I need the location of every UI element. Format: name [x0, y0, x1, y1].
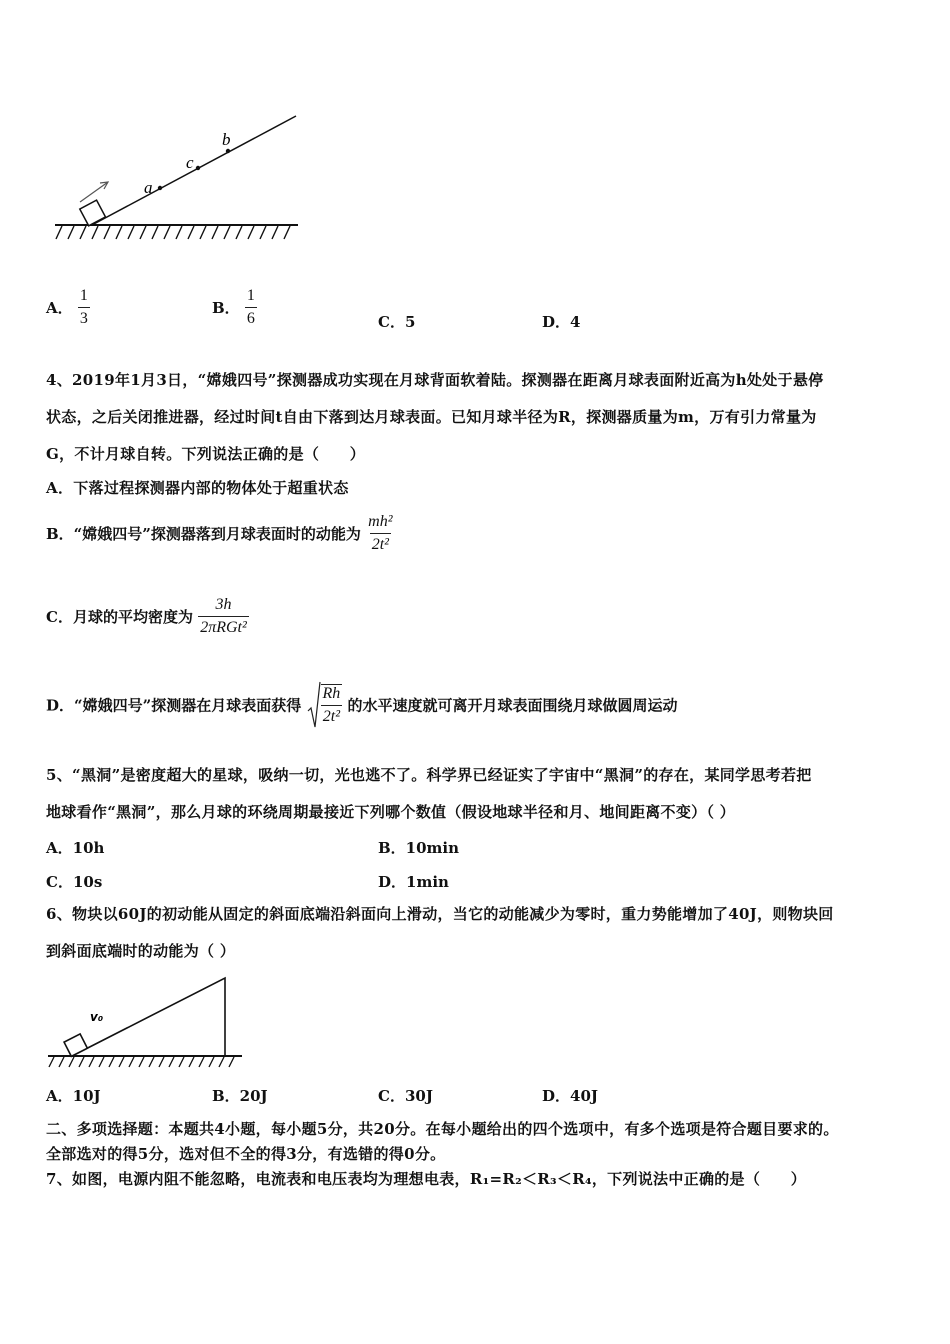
q4-line-3: G，不计月球自转。下列说法正确的是（ ） — [46, 445, 366, 463]
q3-option-b: B． $\frac{1}{6}$ — [212, 287, 255, 327]
ground-hatching — [56, 226, 290, 239]
q6-line-2: 到斜面底端时的动能为（ ） — [46, 942, 236, 960]
q4-line-2: 状态，之后关闭推进器，经过时间t自由下落到达月球表面。已知月球半径为R，探测器质量为m，万有引力常量为 — [46, 408, 817, 426]
fraction: $\frac{1}{6}$ — [246, 287, 255, 327]
q3-option-c: C．5 — [378, 313, 416, 331]
label-b: b — [222, 130, 231, 149]
fraction: $\frac{3h}{\text{2πRGt²}}$ — [200, 596, 247, 636]
q4-line-1: 4、2019年1月3日，“嫦娥四号”探测器成功实现在月球背面软着陆。探测器在距离月球表面附近高为h处处于悬停 — [46, 371, 824, 389]
block — [64, 1034, 87, 1056]
point-b — [226, 149, 230, 153]
radical-sign-icon — [307, 681, 321, 729]
section2-heading-line-2: 全部选对的得5分，选对但不全的得3分，有选错的得0分。 — [46, 1145, 446, 1163]
fraction: $\frac{1}{3}$ — [79, 287, 88, 327]
square-root — [307, 681, 343, 729]
incline-figure-1 — [50, 110, 310, 245]
arrow-icon — [80, 182, 108, 202]
q4-option-b: B．“嫦娥四号”探测器落到月球表面时的动能为 $\frac{\text{mh²}}{\text{2t²}}$ — [46, 513, 393, 553]
q5-line-2: 地球看作“黑洞”，那么月球的环绕周期最接近下列哪个数值（假设地球半径和月、地间距离不变）（ ） — [46, 803, 736, 821]
q5-option-b: B．10min — [378, 839, 460, 857]
incline-line — [92, 116, 296, 225]
ground-hatching — [49, 1057, 234, 1067]
q5-option-c: C．10s — [46, 873, 103, 891]
q5-option-d: D．1min — [378, 873, 449, 891]
point-c — [196, 166, 200, 170]
incline-figure-2 — [44, 972, 249, 1072]
block — [80, 200, 106, 226]
q3-option-a: A． $\frac{1}{3}$ — [46, 287, 88, 327]
label-a: a — [144, 178, 153, 197]
q4-option-c: C．月球的平均密度为 $\frac{3h}{\text{2πRGt²}}$ — [46, 596, 247, 636]
q5-option-a: A．10h — [46, 839, 105, 857]
q6-option-c: C．30J — [378, 1087, 433, 1105]
fraction: $\frac{\text{mh²}}{\text{2t²}}$ — [368, 513, 393, 553]
q4-option-d: D．“嫦娥四号”探测器在月球表面获得 $\frac{Rh}{\text{2t²}}$ 的水平速度就可离开月球表面围绕月球做圆周运动 — [46, 681, 678, 729]
q5-line-1: 5、“黑洞”是密度超大的星球，吸纳一切，光也逃不了。科学界已经证实了宇宙中“黑洞”的存在，某同学思考若把 — [46, 766, 812, 784]
q6-option-d: D．40J — [542, 1087, 598, 1105]
q6-option-a: A．10J — [46, 1087, 101, 1105]
section2-heading-line-1: 二、多项选择题：本题共4小题，每小题5分，共20分。在每小题给出的四个选项中，有多个选项是符合题目要求的。 — [46, 1120, 839, 1138]
q6-line-1: 6、物块以60J的初动能从固定的斜面底端沿斜面向上滑动，当它的动能减少为零时，重力势能增加了40J，则物块回 — [46, 905, 834, 923]
point-a — [158, 186, 162, 190]
q6-option-b: B．20J — [212, 1087, 268, 1105]
q7-line-1: 7、如图，电源内阻不能忽略，电流表和电压表均为理想电表，R₁=R₂＜R₃＜R₄，下列说法中正确的是（ ） — [46, 1170, 807, 1188]
fraction: $\frac{Rh}{\text{2t²}}$ — [322, 685, 341, 725]
q3-option-d: D．4 — [542, 313, 581, 331]
q4-option-a: A．下落过程探测器内部的物体处于超重状态 — [46, 479, 349, 497]
label-c: c — [186, 153, 194, 172]
velocity-label: v₀ — [90, 1010, 104, 1024]
